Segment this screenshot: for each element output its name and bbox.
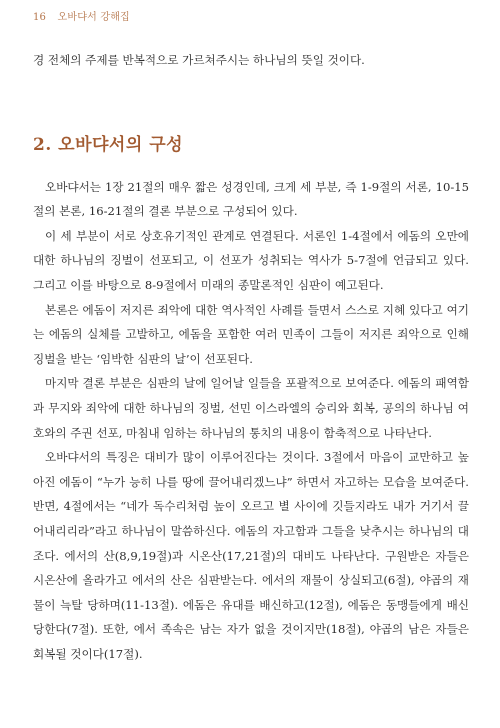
page-number: 16 bbox=[33, 12, 47, 23]
intro-line: 경 전체의 주제를 반복적으로 가르쳐주시는 하나님의 뜻일 것이다. bbox=[33, 53, 365, 67]
body-paragraph-1: 오바댜서는 1장 21절의 매우 짧은 성경인데, 크게 세 부분, 즉 1-9절의 서론, 10-15절의 본론, 16-21절의 결론 부분으로 구성되어 있다. bbox=[33, 179, 469, 219]
page-content bbox=[33, 48, 469, 666]
body-paragraph-3: 본론은 에돔이 저지른 죄악에 대한 역사적인 사례를 들면서 스스로 지혜 있다고 여기는 에돔의 실체를 고발하고, 에돔을 포함한 여러 민족이 그들이 저지른 죄악으로 인해 징벌을 받는 ‘임박한 심판의 날’이 선포된다. bbox=[33, 302, 469, 366]
book-title: 오바댜서 강해집 bbox=[57, 12, 130, 23]
body-paragraph-5: 오바댜서의 특징은 대비가 많이 이루어진다는 것이다. 3절에서 마음이 교만하고 높아진 에돔이 “누가 능히 나를 땅에 끌어내리겠느냐” 하면서 자고하는 모습을 보여준다. 반면, 4절에서는 “네가 독수리처럼 높이 오르고 별 사이에 깃들지라도 내가 거기서 끌어내리리라”라고 하나님이 말씀하신다. 에돔의 자고함과 그들을 낮추시는 하나님의 대조다. 에서의 산(8,9,19절)과 시온산(17,21절)의 대비도 나타난다. 구원받은 자들은 시온산에 올라가고 에서의 산은 심판받는다. 에서의 재물이 상실되고(6절), 야곱의 재물이 늑탈 당하며(11-13절). 에돔은 유대를 배신하고(12절), 에돔은 동맹들에게 배신 당한다(7절). 또한, 에서 족속은 남는 자가 없을 것이지만(18절), 야곱의 남은 자들은 회복될 것이다(17절). bbox=[33, 450, 469, 661]
section-heading: 2. 오바댜서의 구성 bbox=[33, 134, 184, 155]
body-paragraph-4: 마지막 결론 부분은 심판의 날에 일어날 일들을 포괄적으로 보여준다. 에돔의 패역함과 무지와 죄악에 대한 하나님의 징벌, 선민 이스라엘의 승리와 회복, 공의의 하나님 여호와의 주권 선포, 마침내 임하는 하나님의 통치의 내용이 함축적으로 나타난다. bbox=[33, 376, 469, 440]
running-header bbox=[33, 8, 130, 23]
body-paragraph-2: 이 세 부분이 서로 상호유기적인 관계로 연결된다. 서론인 1-4절에서 에돔의 오만에 대한 하나님의 징벌이 선포되고, 이 선포가 성취되는 역사가 5-7절에 언급되고 있다. 그리고 이를 바탕으로 8-9절에서 미래의 종말론적인 심판이 예고된다. bbox=[33, 228, 469, 292]
